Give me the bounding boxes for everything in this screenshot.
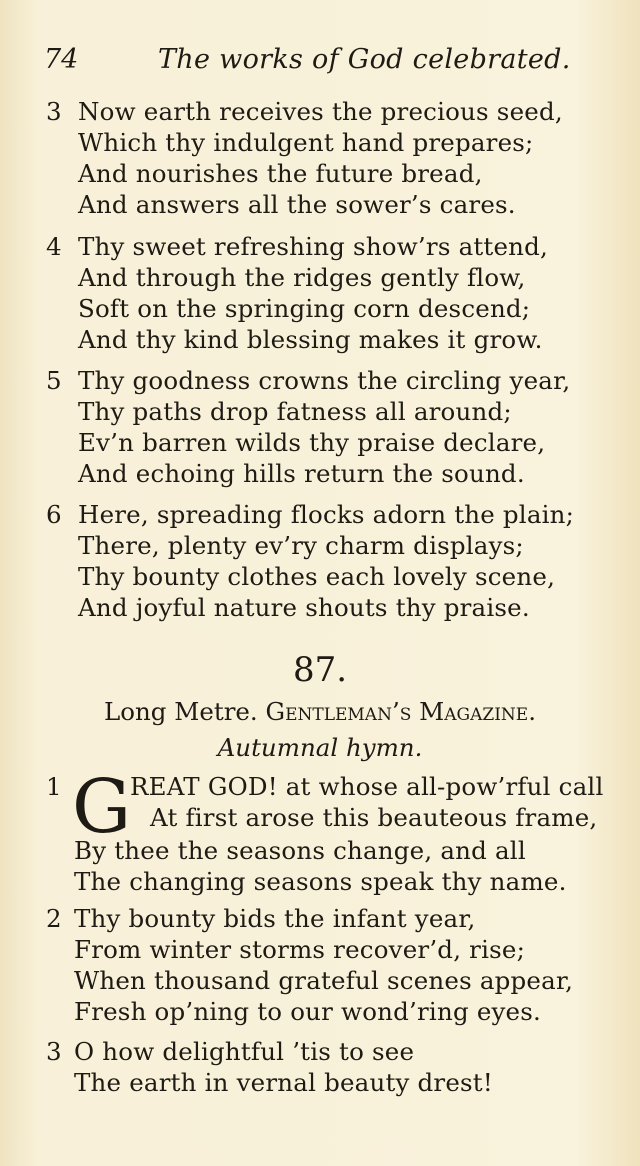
verse-line: There, plenty ev’ry charm displays; bbox=[78, 531, 524, 560]
verse-line: Thy paths drop fatness all around; bbox=[78, 397, 512, 426]
verse-line: From winter storms recover’d, rise; bbox=[74, 935, 526, 964]
page-header bbox=[44, 44, 584, 80]
stanza-number: 2 bbox=[46, 904, 62, 933]
verse-line: And through the ridges gently flow, bbox=[78, 263, 526, 292]
verse-line: REAT GOD! at whose all-pow’rful call bbox=[130, 772, 604, 801]
verse-line: Thy bounty clothes each lovely scene, bbox=[78, 562, 556, 591]
verse-line: Thy sweet refreshing show’rs attend, bbox=[78, 232, 549, 261]
hymn-number: 87. bbox=[292, 650, 348, 690]
verse-line: At first arose this beauteous frame, bbox=[150, 803, 598, 832]
drop-cap-letter: G bbox=[72, 764, 132, 850]
verse-line: When thousand grateful scenes appear, bbox=[74, 966, 574, 995]
hymn-subtitle: Autumnal hymn. bbox=[217, 733, 423, 762]
verse-line: By thee the seasons change, and all bbox=[74, 836, 526, 865]
verse-line: And answers all the sower’s cares. bbox=[78, 190, 516, 219]
verse-line: Fresh op’ning to our wond’ring eyes. bbox=[74, 997, 542, 1026]
metre-label: Long Metre. bbox=[104, 697, 258, 726]
verse-line: O how delightful ’tis to see bbox=[74, 1037, 415, 1066]
verse-line: And echoing hills return the sound. bbox=[78, 459, 525, 488]
hymn-metre-line bbox=[0, 697, 640, 726]
verse-line: And nourishes the future bread, bbox=[78, 159, 483, 188]
verse-line: Now earth receives the precious seed, bbox=[78, 97, 563, 126]
stanza-number: 3 bbox=[46, 1037, 62, 1066]
hymn-source: Gentleman’s Magazine. bbox=[265, 697, 536, 726]
verse-line: Thy goodness crowns the circling year, bbox=[78, 366, 571, 395]
stanza-number: 3 bbox=[46, 97, 62, 126]
running-title: The works of God celebrated. bbox=[158, 44, 571, 75]
verse-line: Which thy indulgent hand prepares; bbox=[78, 128, 534, 157]
stanza-number: 1 bbox=[46, 772, 62, 801]
verse-line: And thy kind blessing makes it grow. bbox=[78, 325, 543, 354]
verse-line: The earth in vernal beauty drest! bbox=[74, 1068, 493, 1097]
verse-line: Ev’n barren wilds thy praise declare, bbox=[78, 428, 546, 457]
verse-line: Thy bounty bids the infant year, bbox=[74, 904, 476, 933]
verse-line: The changing seasons speak thy name. bbox=[74, 867, 567, 896]
verse-line: Here, spreading flocks adorn the plain; bbox=[78, 500, 575, 529]
stanza-number: 5 bbox=[46, 366, 62, 395]
stanza-number: 4 bbox=[46, 232, 62, 261]
verse-line: And joyful nature shouts thy praise. bbox=[78, 593, 530, 622]
verse-line: Soft on the springing corn descend; bbox=[78, 294, 531, 323]
stanza-number: 6 bbox=[46, 500, 62, 529]
page-number: 74 bbox=[44, 44, 79, 75]
